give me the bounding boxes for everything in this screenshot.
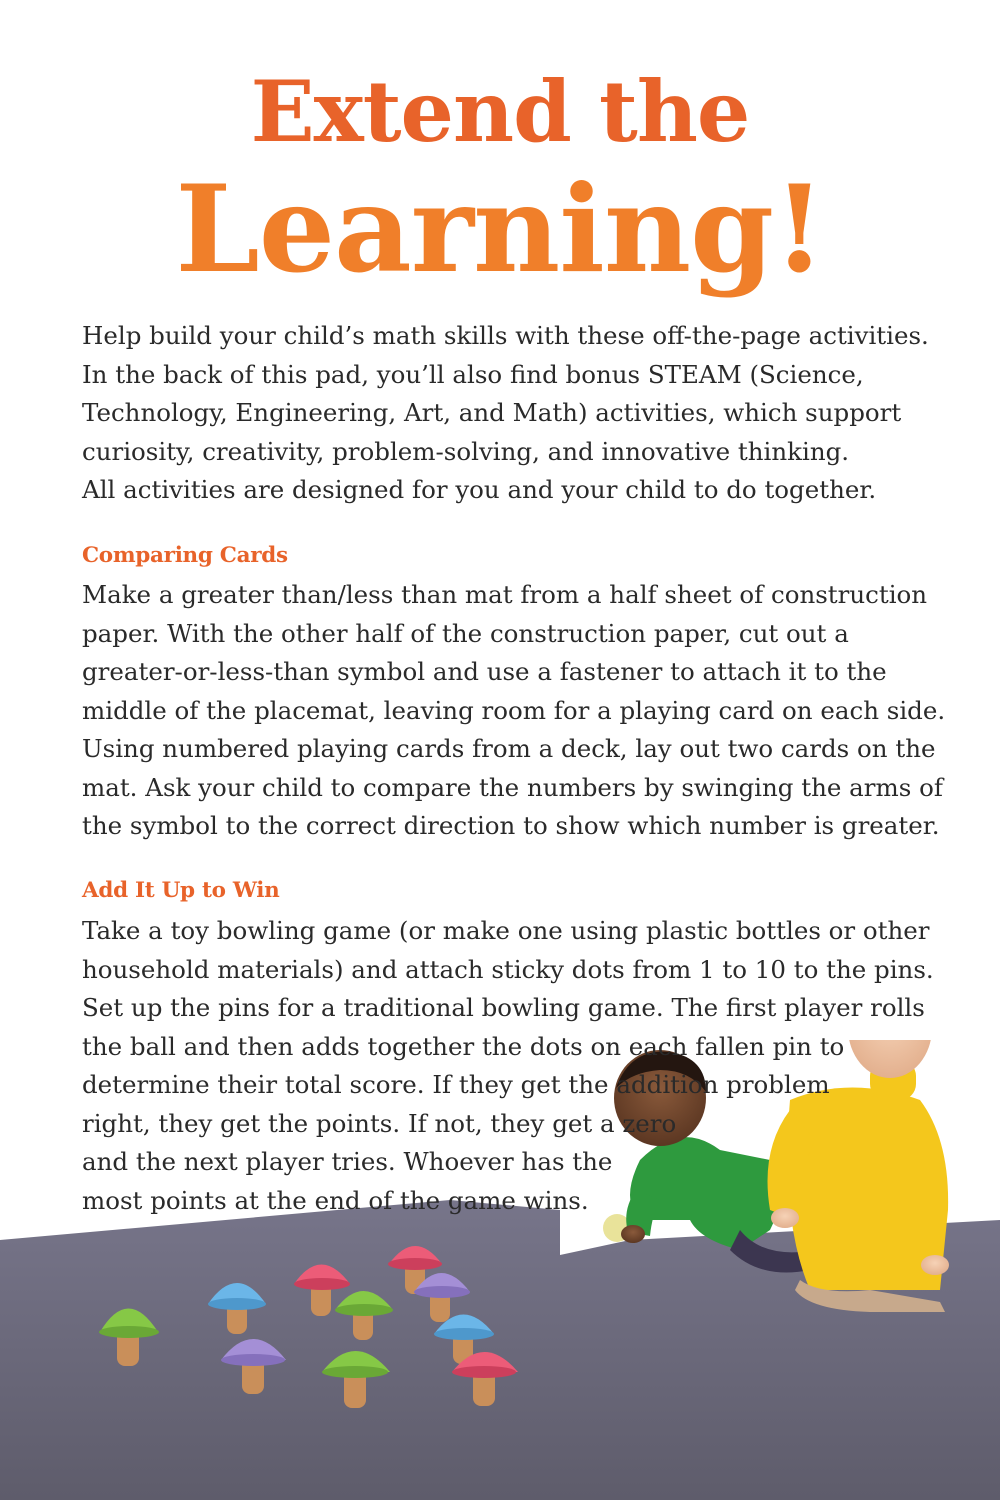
title-line-2: Learning! (175, 159, 825, 300)
paragraph-line: most points at the end of the game wins. (82, 1185, 589, 1215)
intro-line: All activities are designed for you and your child to do together. (82, 475, 877, 504)
intro-line: Help build your child’s math skills with these off-the-page activities. (82, 321, 929, 350)
intro-paragraph (82, 317, 929, 510)
paragraph-line: Make a greater than/less than mat from a half sheet of construction (82, 580, 928, 609)
paragraph-line: Using numbered playing cards from a deck, lay out two cards on the (82, 734, 936, 763)
intro-line: curiosity, creativity, problem-solving, and innovative thinking. (82, 436, 850, 466)
add-it-up-paragraph (82, 912, 934, 1220)
paragraph-line: right, they get the points. If not, they get a zero (82, 1108, 677, 1138)
paragraph-line: middle of the placemat, leaving room for a playing card on each side. (82, 695, 946, 725)
comparing-cards-paragraph (82, 576, 945, 846)
paragraph-line: Take a toy bowling game (or make one using plastic bottles or other (82, 916, 930, 945)
intro-line: Technology, Engineering, Art, and Math) activities, which support (82, 398, 902, 427)
paragraph-line: the ball and then adds together the dots on each fallen pin to (82, 1031, 845, 1061)
paragraph-line: Set up the pins for a traditional bowling game. The first player rolls (82, 993, 925, 1022)
paragraph-line: determine their total score. If they get the addition problem (82, 1070, 830, 1099)
comparing-cards-heading: Comparing Cards (82, 543, 288, 568)
intro-line: In the back of this pad, you’ll also find bonus STEAM (Science, (82, 359, 864, 389)
paragraph-line: and the next player tries. Whoever has the (82, 1147, 613, 1176)
paragraph-line: paper. With the other half of the construction paper, cut out a (82, 618, 849, 648)
add-it-up-heading: Add It Up to Win (82, 878, 280, 903)
paragraph-line: household materials) and attach sticky dots from 1 to 10 to the pins. (82, 954, 934, 984)
paragraph-line: greater-or-less-than symbol and use a fastener to attach it to the (82, 657, 887, 686)
title-line-1: Extend the (250, 62, 750, 161)
paragraph-line: mat. Ask your child to compare the numbers by swinging the arms of (82, 772, 943, 802)
paragraph-line: the symbol to the correct direction to show which number is greater. (82, 811, 940, 840)
